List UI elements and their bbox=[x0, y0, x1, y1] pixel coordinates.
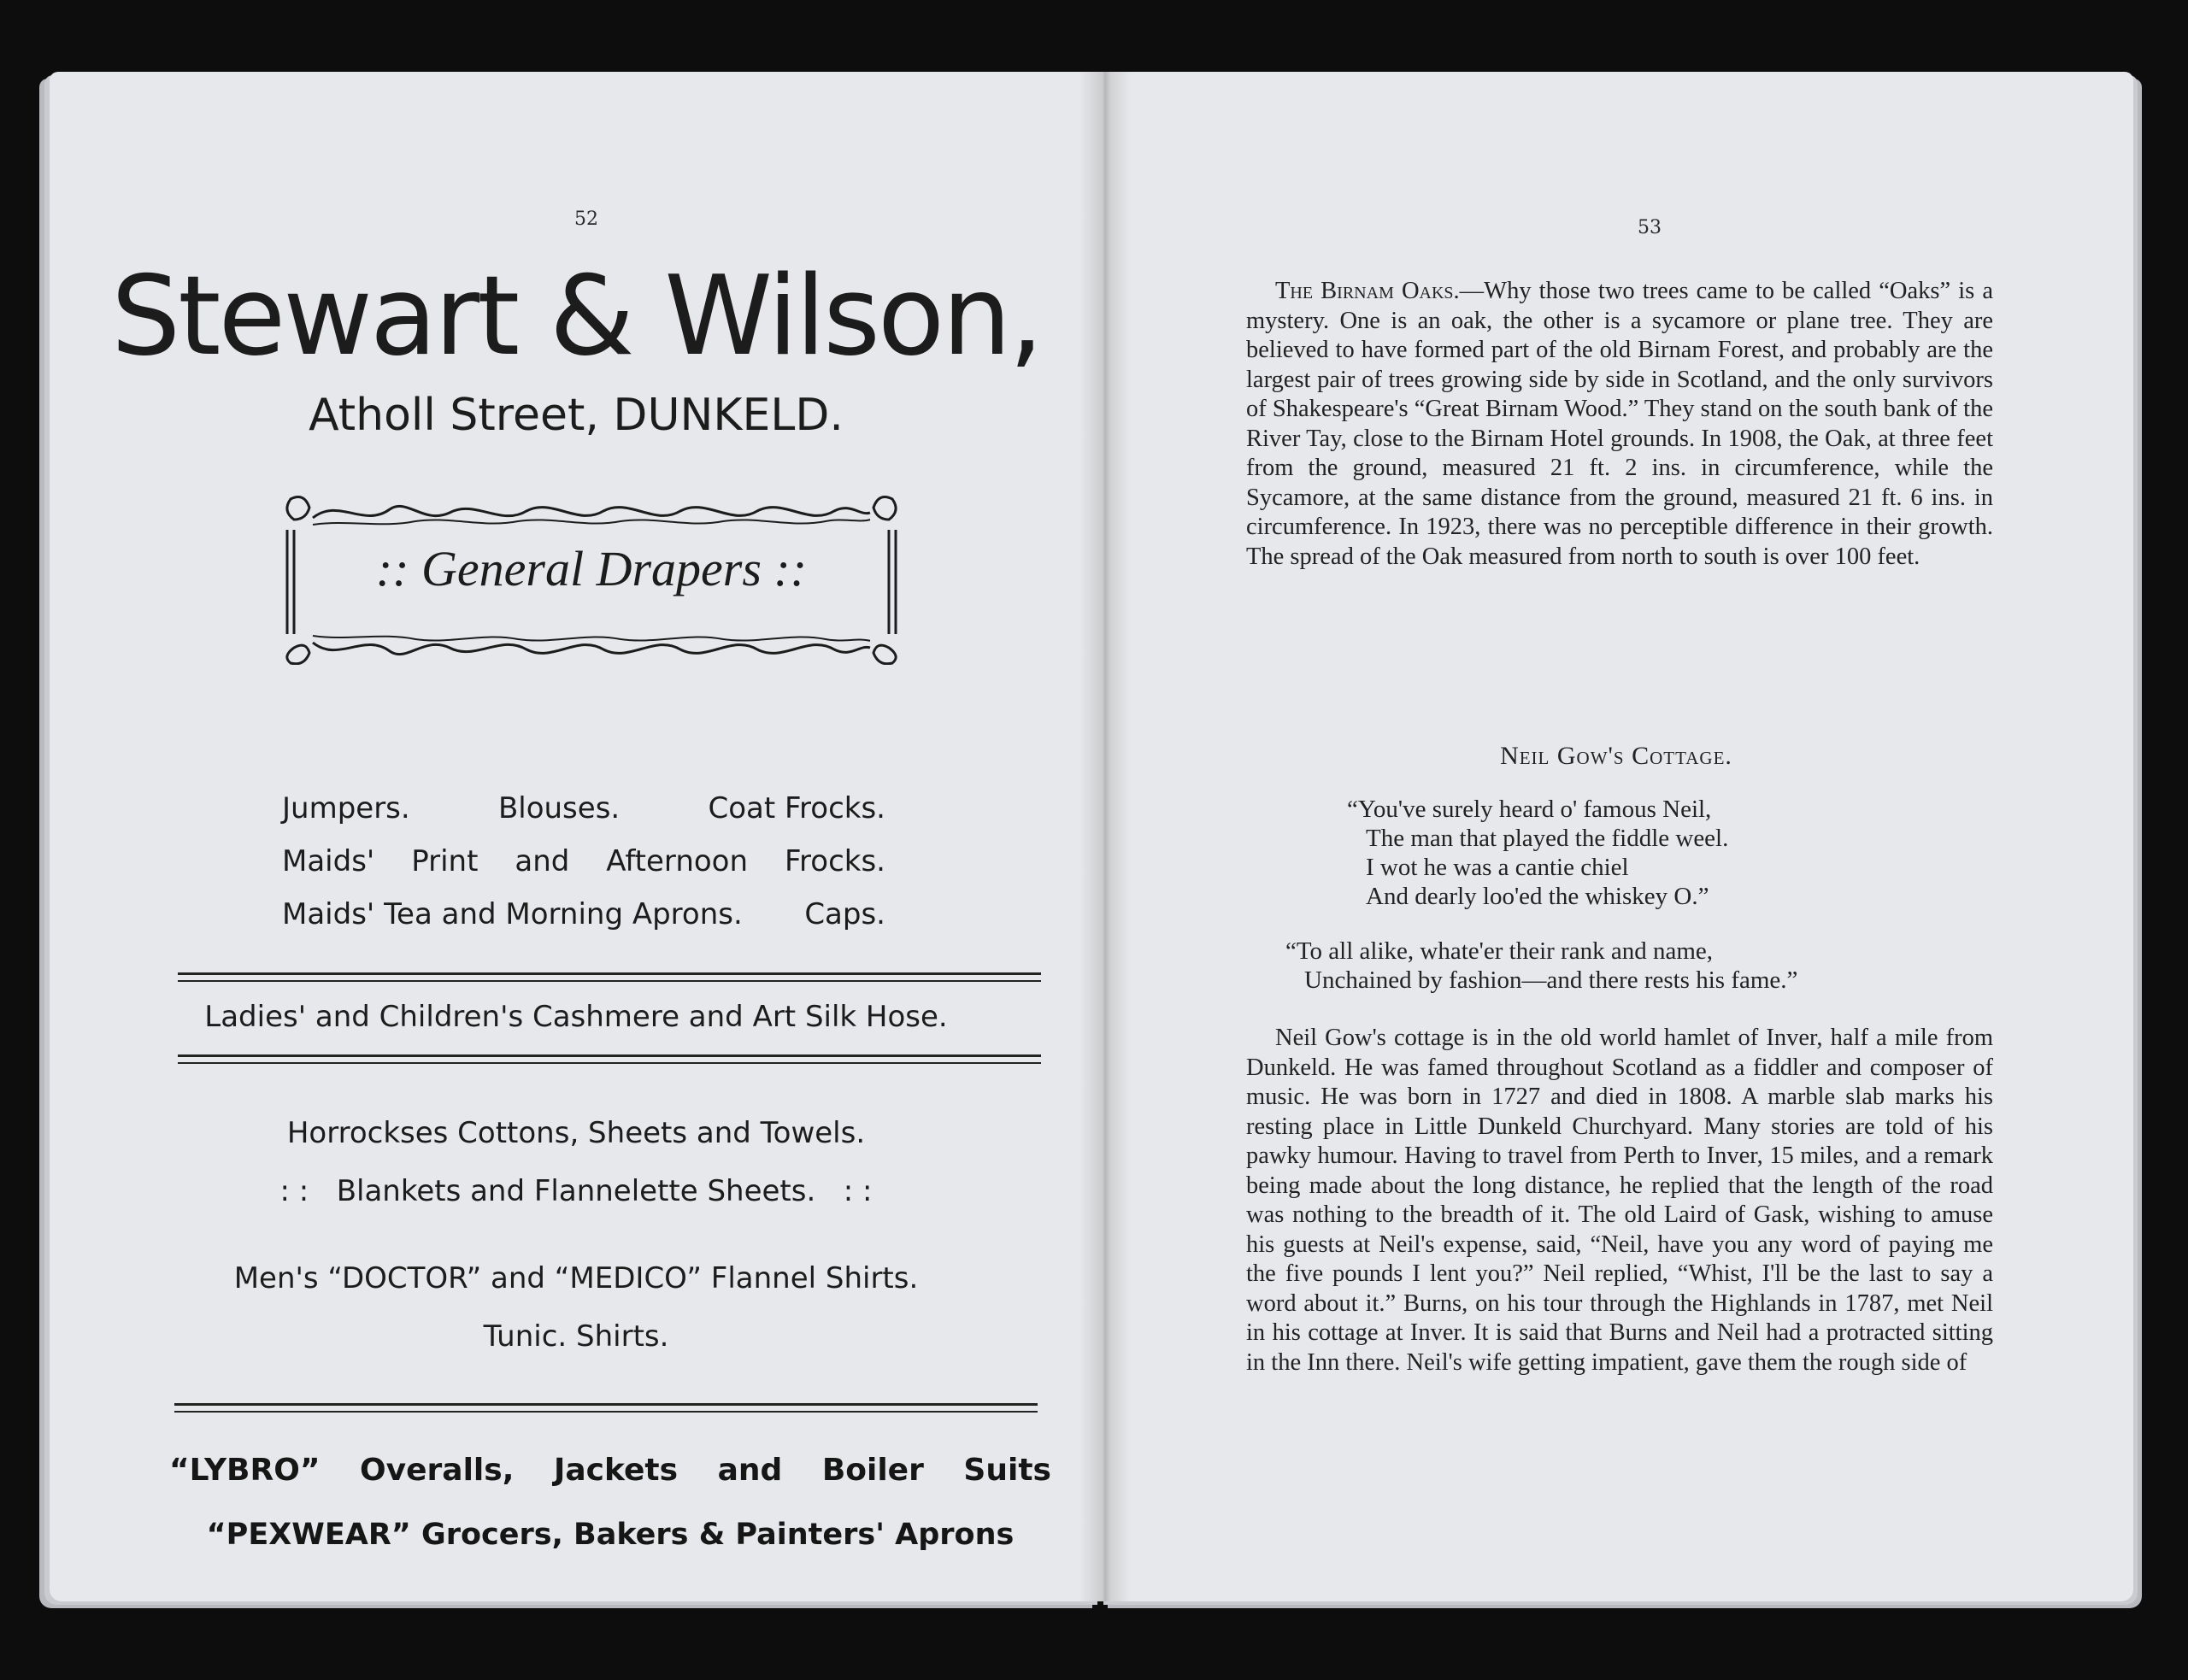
page-number-right: 53 bbox=[1638, 217, 1662, 238]
items-row-2 bbox=[282, 844, 885, 878]
advertiser-name: Stewart & Wilson, bbox=[111, 253, 1041, 380]
double-rule bbox=[174, 1403, 1038, 1413]
poem-line: “To all alike, whate'er their rank and name, bbox=[1285, 937, 1713, 965]
open-book bbox=[50, 72, 2128, 1601]
tagline-general-drapers: :: General Drapers :: bbox=[375, 541, 808, 596]
poem-line: “You've surely heard o' famous Neil, bbox=[1347, 796, 1712, 823]
hose-line: Ladies' and Children's Cashmere and Art Silk Hose. bbox=[204, 1000, 948, 1034]
birnam-oaks-heading: The Birnam Oaks. bbox=[1275, 278, 1460, 304]
ornamental-frame bbox=[279, 494, 904, 665]
lybro-word: “LYBRO” bbox=[169, 1453, 321, 1488]
tunic-shirts-line: Tunic. Shirts. bbox=[483, 1319, 669, 1354]
blankets-line: : : Blankets and Flannelette Sheets. : : bbox=[279, 1174, 873, 1208]
lybro-word: Suits bbox=[963, 1453, 1051, 1488]
word-and: and bbox=[515, 844, 570, 878]
advertiser-address: Atholl Street, DUNKELD. bbox=[309, 390, 844, 441]
neil-gow-heading: Neil Gow's Cottage. bbox=[1500, 742, 1732, 770]
item-aprons: Maids' Tea and Morning Aprons. bbox=[282, 897, 743, 931]
poem-stanza-1 bbox=[1347, 795, 1728, 911]
items-row-1 bbox=[282, 791, 885, 825]
double-rule bbox=[178, 972, 1041, 982]
poem-line: Unchained by fashion—and there rests his fame.” bbox=[1304, 966, 1798, 994]
lybro-word: Jackets bbox=[553, 1453, 678, 1488]
double-rule bbox=[178, 1054, 1041, 1064]
poem-line: The man that played the fiddle weel. bbox=[1366, 825, 1729, 852]
word-print: Print bbox=[411, 844, 479, 878]
poem-stanza-2 bbox=[1285, 937, 1797, 995]
poem-line: I wot he was a cantie chiel bbox=[1366, 854, 1629, 881]
item-blouses: Blouses. bbox=[497, 791, 621, 825]
right-page bbox=[1099, 72, 2133, 1601]
word-afternoon: Afternoon bbox=[606, 844, 749, 878]
lybro-word: Boiler bbox=[821, 1453, 924, 1488]
birnam-oaks-paragraph bbox=[1246, 277, 1993, 572]
poem-line: And dearly loo'ed the whiskey O.” bbox=[1366, 883, 1709, 910]
lybro-line bbox=[169, 1453, 1051, 1488]
word-maids: Maids' bbox=[282, 844, 375, 878]
item-caps: Caps. bbox=[804, 897, 885, 931]
shirts-line: Men's “DOCTOR” and “MEDICO” Flannel Shirts. bbox=[233, 1261, 919, 1295]
left-page bbox=[50, 72, 1103, 1601]
lybro-word: and bbox=[717, 1453, 783, 1488]
neil-gow-paragraph bbox=[1246, 1024, 1993, 1377]
item-jumpers: Jumpers. bbox=[282, 791, 410, 825]
item-coat-frocks: Coat Frocks. bbox=[708, 791, 885, 825]
neil-gow-text: Neil Gow's cottage is in the old world hamlet of Inver, half a mile from Dunkeld. He was famed throughout Scotland as a fiddler and composer of music. He was born in 1727 and died in 1808. A marble slab marks his resting place in Little Dunkeld Churchyard. Many stories are told of his pawky humour. Having to travel from Perth to Inver, 15 miles, and a remark being made about the long distance, he replied that the length of the road was nothing to the breadth of it. The old Laird of Gask, wishing to amuse his guests at Neil's expense, said, “Neil, have you any word of paying me the five pounds I lent you?” Neil replied, “Whist, I'll be the last to say a word about it.” Burns, on his tour through the Highlands in 1787, met Neil in his cottage at Inver. It is said that Burns and Neil had a protracted sitting in the Inn there. Neil's wife getting impatient, gave them the rough side of bbox=[1246, 1025, 1993, 1376]
pexwear-line: “PEXWEAR” Grocers, Bakers & Painters' Aprons bbox=[206, 1518, 1015, 1552]
birnam-oaks-text: —Why those two trees came to be called “Oaks” is a mystery. One is an oak, the other is a sycamore or plane tree. They are believed to have formed part of the old Birnam Forest, and probably are the largest pair of trees growing side by side in Scotland, and the only survivors of Shakespeare's “Great Birnam Wood.” They stand on the south bank of the River Tay, close to the Birnam Hotel grounds. In 1908, the Oak, at three feet from the ground, measured 21 ft. 2 ins. in circumference, while the Sycamore, at the same distance from the ground, measured 21 ft. 6 ins. in circumference. In 1923, there was no perceptible difference in their growth. The spread of the Oak measured from north to south is over 100 feet. bbox=[1246, 278, 1994, 570]
word-frocks: Frocks. bbox=[784, 844, 885, 878]
page-number-left: 52 bbox=[574, 209, 598, 230]
lybro-word: Overalls, bbox=[360, 1453, 515, 1488]
cottons-line: Horrockses Cottons, Sheets and Towels. bbox=[286, 1116, 866, 1150]
items-row-3 bbox=[282, 897, 885, 931]
